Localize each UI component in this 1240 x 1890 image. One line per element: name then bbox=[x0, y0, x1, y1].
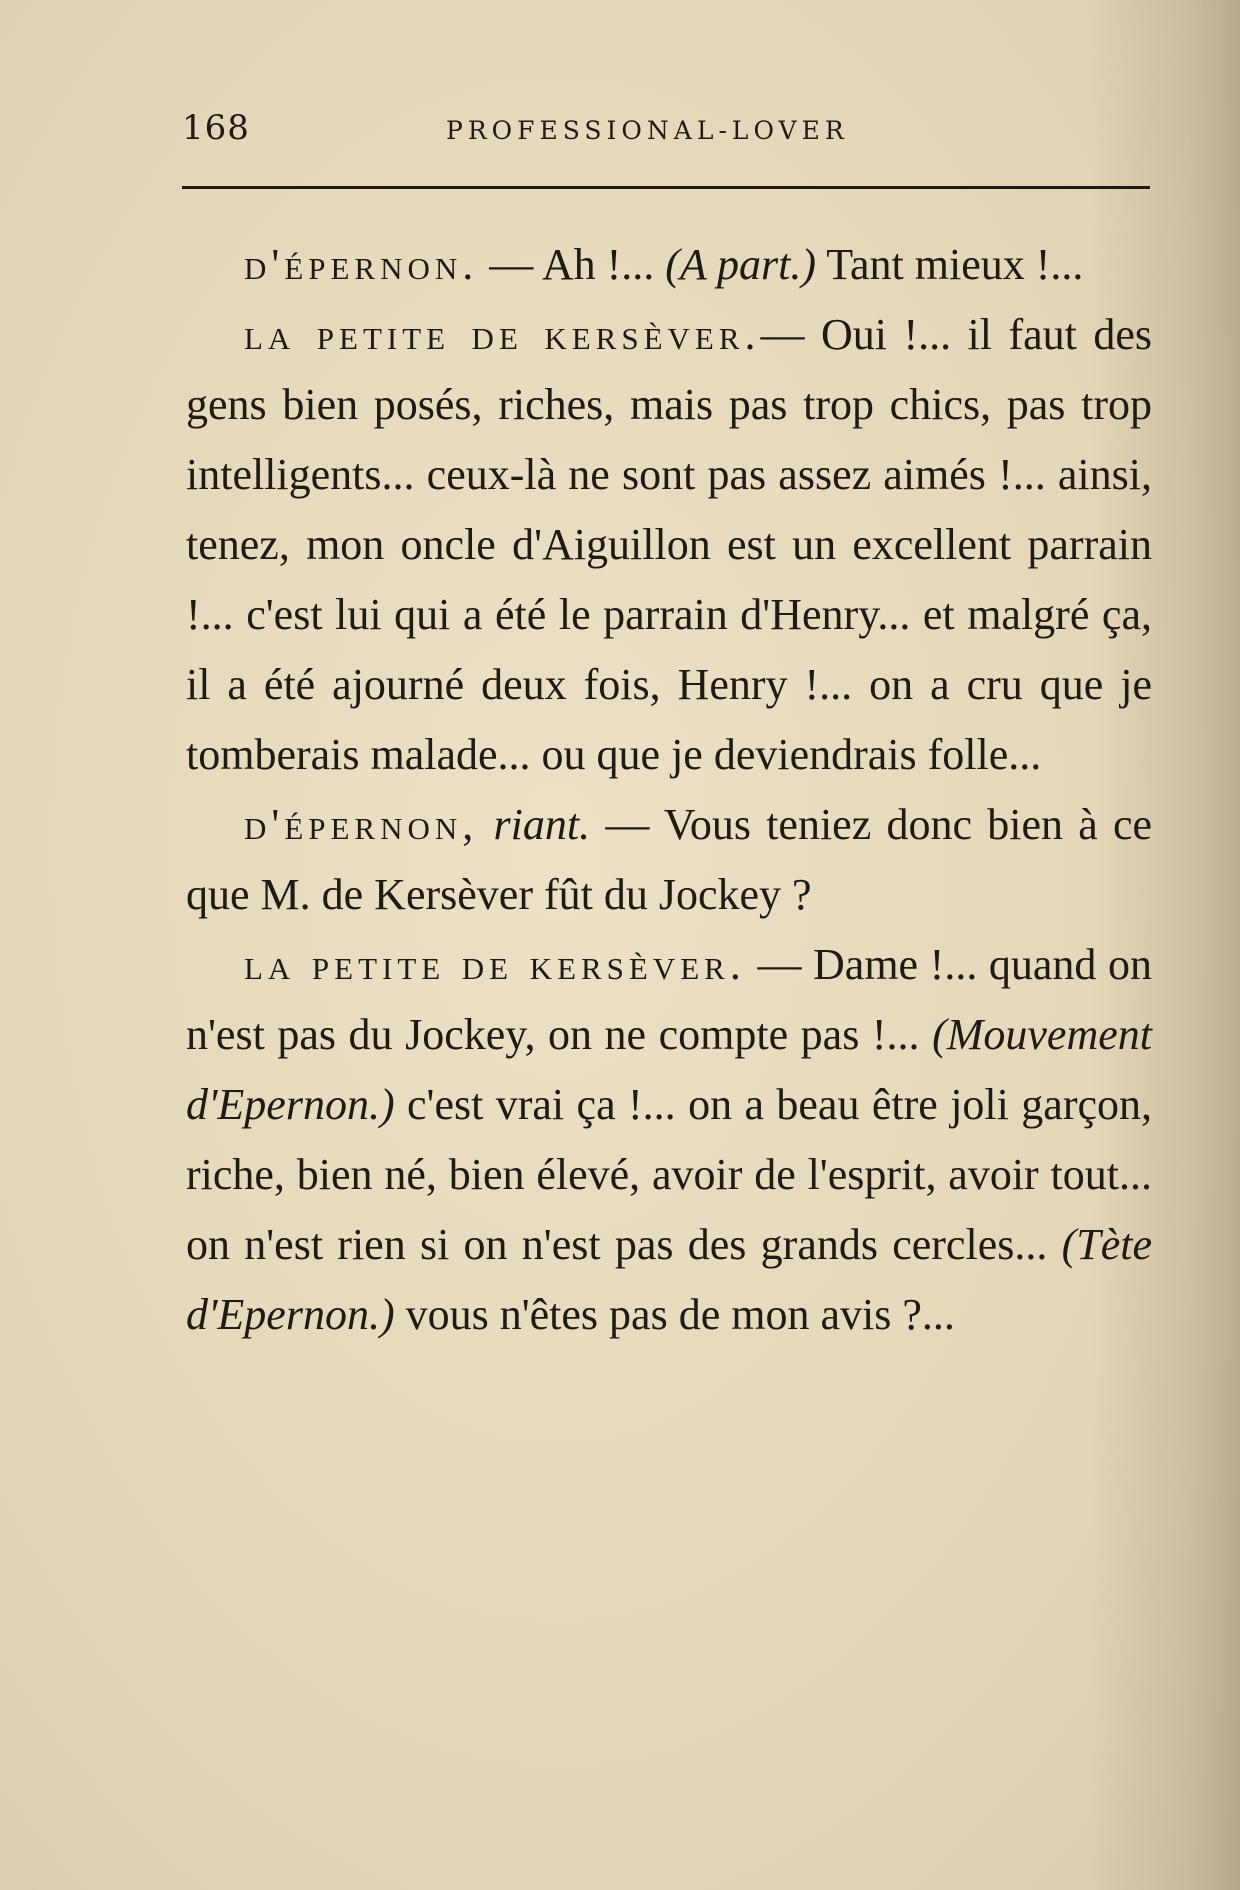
dialogue-text: — Ah !... bbox=[478, 240, 666, 289]
dialogue-paragraph bbox=[186, 790, 1152, 930]
dialogue-text: Tant mieux !... bbox=[816, 240, 1084, 289]
stage-direction: (Tète d'Epernon.) bbox=[186, 1220, 1152, 1339]
speaker-name: la petite de kersèver. bbox=[244, 940, 746, 989]
dialogue-text: c'est vrai ça !... on a beau être joli garçon, riche, bien né, bien élevé, avoir de l'esprit, avoir tout... on n'est rien si on n'est pas des grands cercles... bbox=[186, 1080, 1152, 1269]
dialogue-text: vous n'êtes pas de mon avis ?... bbox=[394, 1290, 955, 1339]
stage-direction: riant. bbox=[493, 800, 591, 849]
speaker-name: d'épernon, bbox=[244, 800, 479, 849]
dialogue-paragraph bbox=[186, 930, 1152, 1350]
dialogue-paragraph bbox=[186, 230, 1152, 300]
body-text bbox=[186, 230, 1152, 1350]
dialogue-paragraph bbox=[186, 300, 1152, 790]
stage-direction: (A part.) bbox=[665, 240, 817, 289]
dialogue-text: — Oui !... il faut des gens bien posés, riches, mais pas trop chics, pas trop intelligents... ceux-là ne sont pas assez aimés !... ainsi, tenez, mon oncle d'Aiguillon est un excellent parrain !... c'est lui qui a été le parrain d'Henry... et malgré ça, il a été ajourné deux fois, Henry !... on a cru que je tomberais malade... ou que je deviendrais folle... bbox=[186, 310, 1152, 779]
page-header bbox=[182, 108, 1152, 158]
dialogue-text bbox=[478, 800, 493, 849]
header-rule bbox=[182, 186, 1150, 189]
dialogue-text: — Dame !... quand on n'est pas du Jockey, on ne compte pas !... bbox=[186, 940, 1152, 1059]
dialogue-text: — Vous teniez donc bien à ce que M. de Kersèver fût du Jockey ? bbox=[186, 800, 1153, 919]
speaker-name: d'épernon. bbox=[244, 240, 479, 289]
running-title: PROFESSIONAL-LOVER bbox=[446, 116, 849, 145]
speaker-name: la petite de kersèver. bbox=[244, 310, 761, 359]
stage-direction: (Mouvement d'Epernon.) bbox=[186, 1010, 1152, 1129]
page-number: 168 bbox=[182, 108, 250, 148]
